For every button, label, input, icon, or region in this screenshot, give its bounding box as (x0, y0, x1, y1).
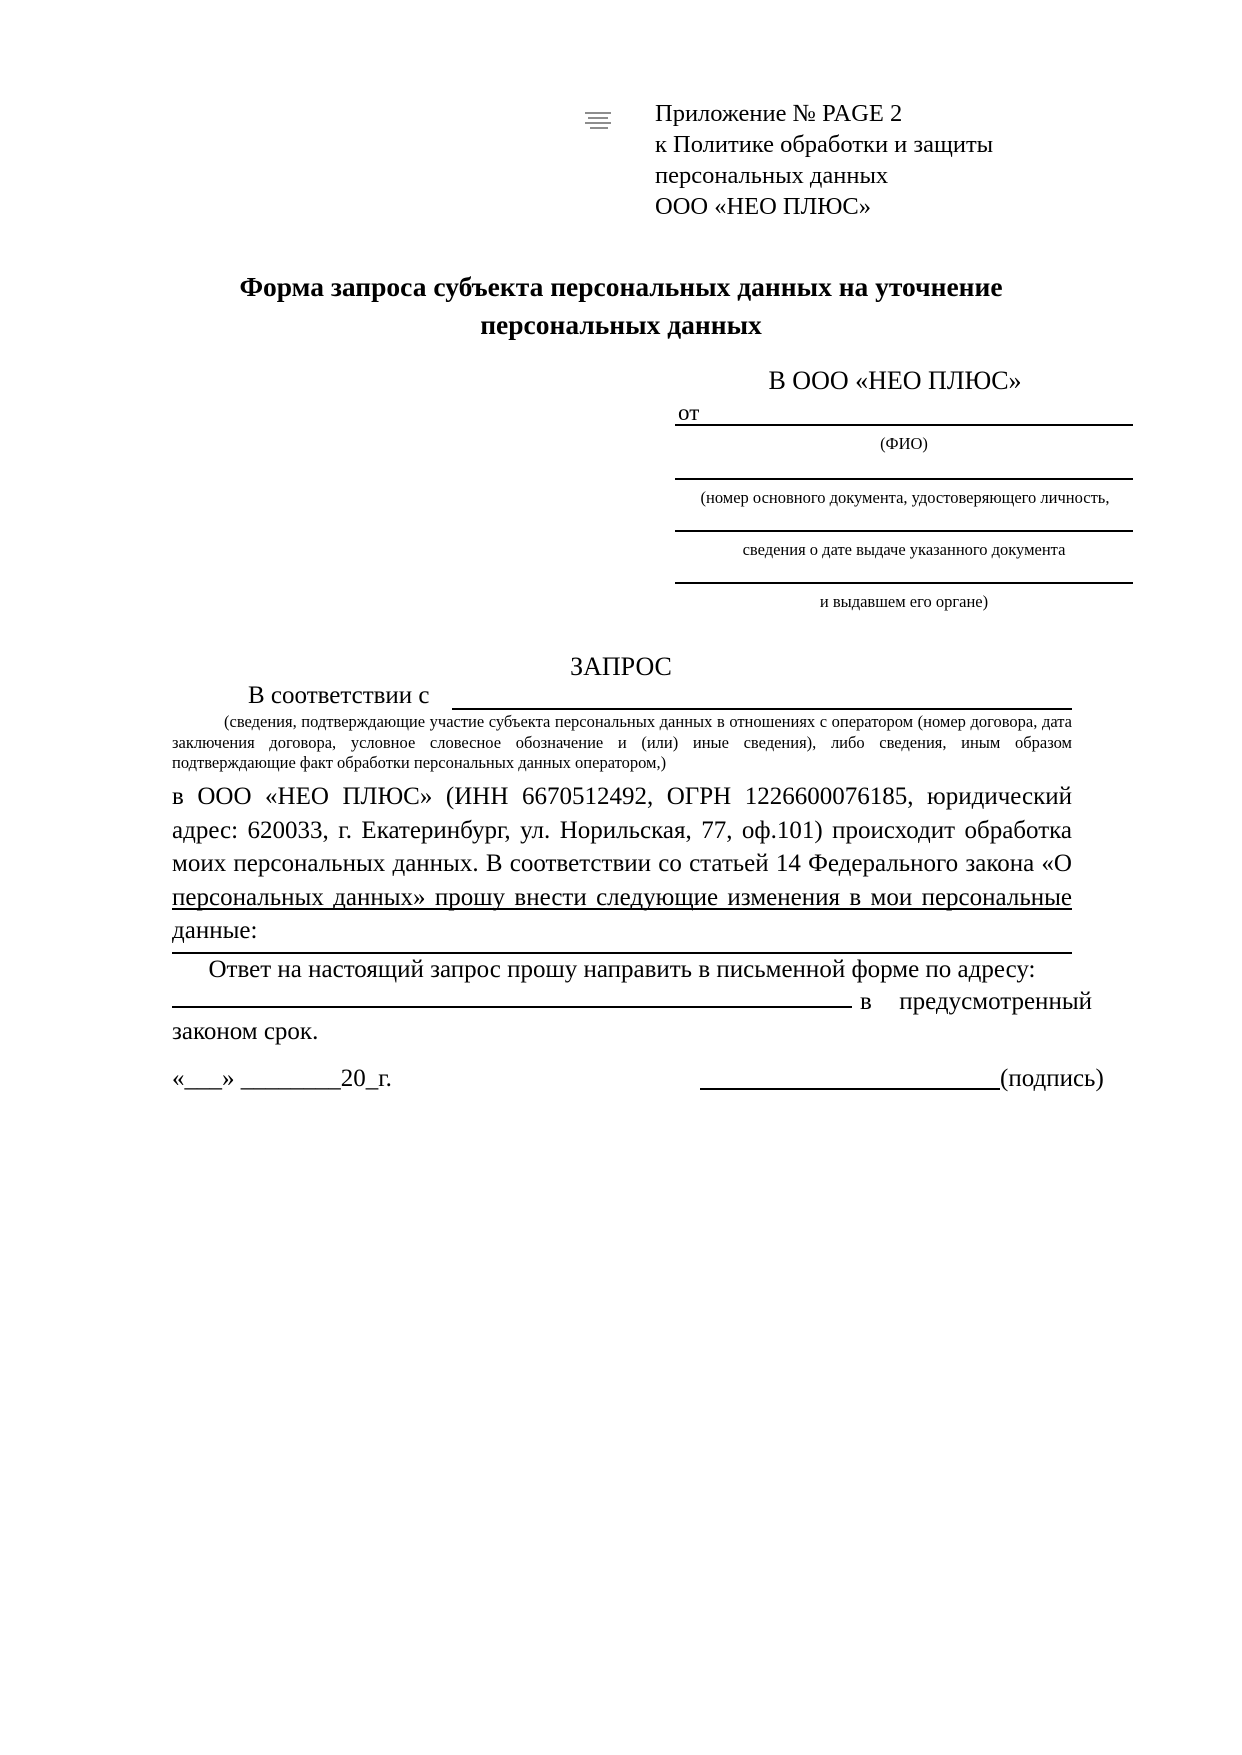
fio-fill-line[interactable] (675, 424, 1133, 426)
document-date-fill-line[interactable] (675, 530, 1133, 532)
request-note-text: (сведения, подтверждающие участие субъекта персональных данных в отношениях с оператором (номер договора, дата заключения договора, условное словесное обозначение и (или) иные сведения), либо сведения, иным образом подтверждающие факт обработки персональных данных оператором,) (172, 712, 1072, 772)
term-row (860, 985, 1092, 1019)
in-accordance-label: В соответствии с (248, 682, 430, 709)
changes-fill-line-1[interactable] (172, 908, 1072, 910)
header-line-3: персональных данных (655, 162, 889, 189)
request-heading: ЗАПРОС (570, 652, 672, 681)
signature-fill-line[interactable] (700, 1068, 1000, 1090)
issuing-authority-caption: и выдавшем его органе) (819, 592, 989, 611)
request-note (172, 712, 1072, 774)
request-body: в ООО «НЕО ПЛЮС» (ИНН 6670512492, ОГРН 1226600076185, юридический адрес: 620033, г. Екатеринбург, ул. Норильская, 77, оф.101) происходит обработка моих персональных данных. В соответствии со статьей 14 Федерального закона «О персональных данных» прошу внести следующие изменения в мои персональные данные: (172, 783, 1072, 944)
document-header (655, 98, 1155, 222)
signature-caption: (подпись) (1000, 1065, 1104, 1092)
document-number-fill-line[interactable] (675, 478, 1133, 480)
header-line-1: Приложение № PAGE 2 (655, 100, 903, 127)
address-fill-line[interactable] (172, 1006, 852, 1008)
header-line-2: к Политике обработки и защиты (655, 131, 994, 158)
date-placeholder[interactable]: «___» ________20_г. (172, 1065, 392, 1092)
answer-request-label: Ответ на настоящий запрос прошу направить в письменной форме по адресу: (208, 956, 1036, 983)
signature-row (700, 1065, 1104, 1093)
document-date-caption: сведения о дате выдаче указанного документа (742, 540, 1066, 559)
fio-caption: (ФИО) (880, 434, 928, 453)
in-word: в (860, 988, 872, 1015)
answer-request-text (172, 953, 1072, 987)
foreseen-word: предусмотренный (899, 988, 1092, 1015)
page-title: Форма запроса субъекта персональных данных на уточнение персональных данных (239, 271, 1003, 340)
from-label: от (678, 400, 700, 425)
addressee-organization: В ООО «НЕО ПЛЮС» (768, 366, 1022, 395)
term-text: законом срок. (172, 1018, 319, 1045)
document-number-caption: (номер основного документа, удостоверяющего личность, (700, 488, 1110, 507)
in-accordance-fill-line[interactable] (452, 708, 1072, 710)
redaction-mark-icon (585, 112, 611, 134)
issuing-authority-fill-line[interactable] (675, 582, 1133, 584)
header-line-4: ООО «НЕО ПЛЮС» (655, 193, 872, 220)
